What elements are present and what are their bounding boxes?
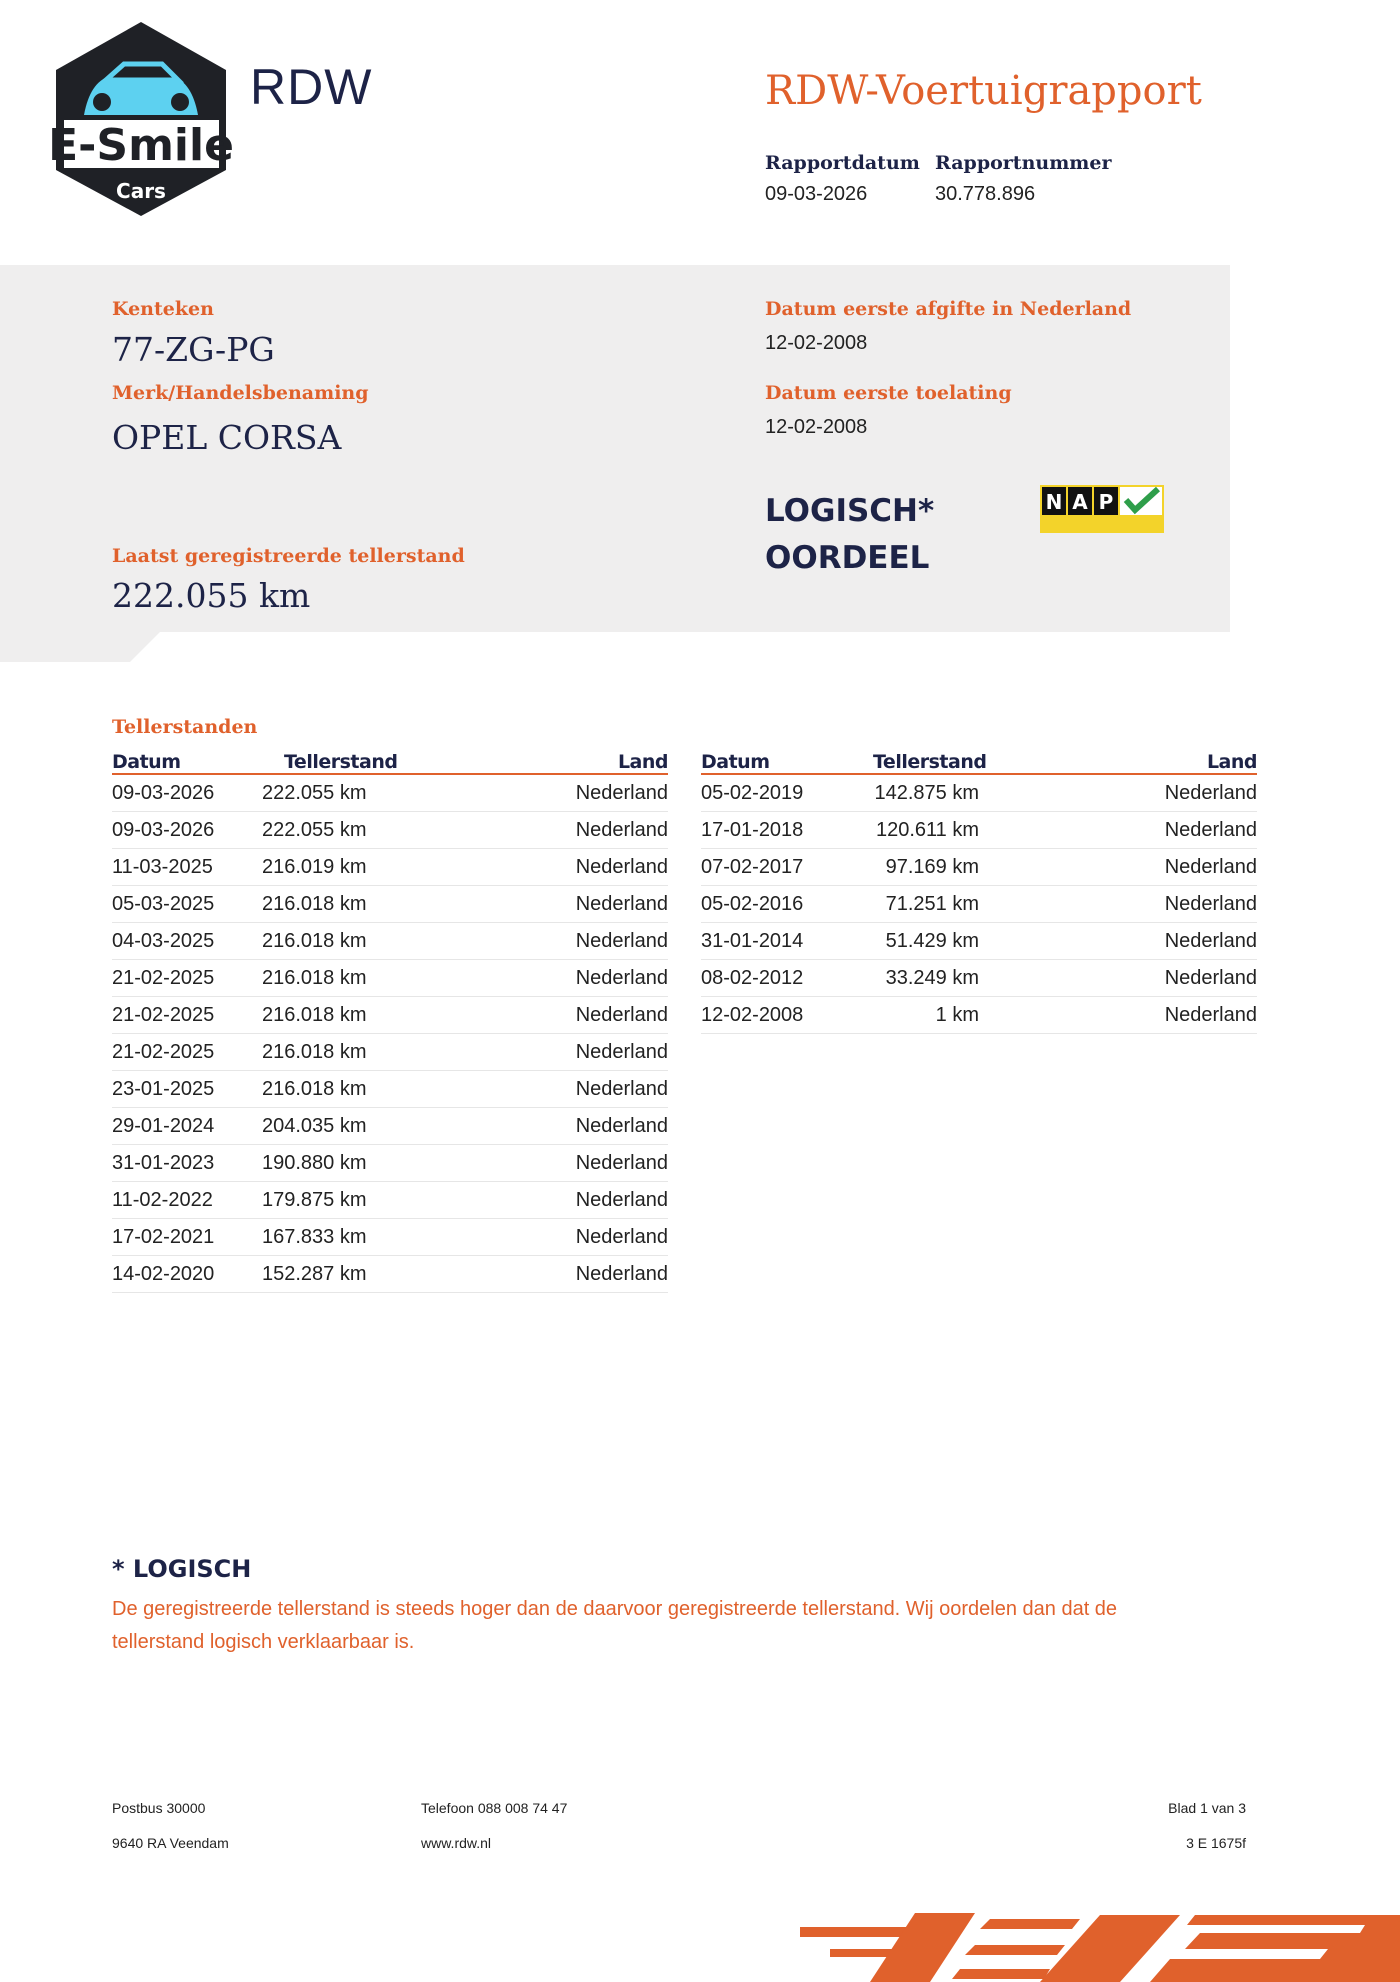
e-smile-cars-logo <box>44 20 238 218</box>
report-date: 09-03-2026 <box>765 183 868 205</box>
readings-table-right <box>701 748 1257 1034</box>
nap-badge-icon <box>1040 485 1164 533</box>
table-row <box>112 1256 668 1293</box>
reading-date: 21-02-2025 <box>112 1003 215 1026</box>
readings-title: Tellerstanden <box>112 716 258 738</box>
reading-date: 17-02-2021 <box>112 1225 215 1248</box>
reading-date: 21-02-2025 <box>112 1040 215 1063</box>
reading-country: Nederland <box>575 1114 668 1137</box>
reading-date: 31-01-2014 <box>701 929 804 952</box>
header-country: Land <box>1206 751 1257 773</box>
odometer-label: Laatst geregistreerde tellerstand <box>112 545 465 567</box>
first-admission-date: 12-02-2008 <box>765 416 868 438</box>
plate-label: Kenteken <box>112 298 214 320</box>
nap-letter-n: N <box>1045 490 1063 514</box>
table-row <box>701 849 1257 886</box>
reading-km: 216.018 km <box>262 1003 367 1026</box>
table-row <box>112 997 668 1034</box>
table-row <box>701 775 1257 812</box>
reading-date: 23-01-2025 <box>112 1077 215 1100</box>
reading-country: Nederland <box>575 892 668 915</box>
reading-km: 204.035 km <box>262 1114 367 1137</box>
reading-km: 51.429 km <box>885 929 979 952</box>
table-row <box>701 886 1257 923</box>
reading-country: Nederland <box>575 1151 668 1174</box>
nap-letter-a: A <box>1072 490 1088 514</box>
reading-country: Nederland <box>575 1003 668 1026</box>
table-row <box>112 886 668 923</box>
reading-km: 216.018 km <box>262 892 367 915</box>
footer-website[interactable]: www.rdw.nl <box>421 1835 492 1851</box>
reading-country: Nederland <box>575 855 668 878</box>
report-title: RDW-Voertuigrapport <box>765 68 1202 114</box>
reading-country: Nederland <box>1164 818 1257 841</box>
report-number: 30.778.896 <box>935 183 1036 205</box>
footnote-text: De geregistreerde tellerstand is steeds hoger dan de daarvoor geregistreerde tellerstand. Wij oordelen dan dat de tellerstand logisch verklaarbaar is. <box>112 1598 1118 1653</box>
rdw-stripes-graphic <box>800 1905 1400 1982</box>
reading-country: Nederland <box>575 1040 668 1063</box>
verdict-line-1: LOGISCH* <box>765 493 935 529</box>
reading-km: 152.287 km <box>262 1262 367 1285</box>
reading-date: 12-02-2008 <box>701 1003 804 1026</box>
reading-country: Nederland <box>575 818 668 841</box>
reading-country: Nederland <box>575 781 668 804</box>
first-nl-date: 12-02-2008 <box>765 332 868 354</box>
logo-subtext: Cars <box>116 179 166 203</box>
reading-country: Nederland <box>1164 966 1257 989</box>
header-km: Tellerstand <box>284 751 398 773</box>
rdw-wordmark: RDW <box>250 59 373 115</box>
reading-date: 05-03-2025 <box>112 892 215 915</box>
reading-date: 11-02-2022 <box>112 1188 213 1211</box>
header-date: Datum <box>112 751 181 773</box>
reading-km: 216.018 km <box>262 1040 367 1063</box>
reading-date: 07-02-2017 <box>701 855 804 878</box>
table-row <box>112 1182 668 1219</box>
reading-km: 97.169 km <box>885 855 979 878</box>
table-row <box>112 812 668 849</box>
first-nl-label: Datum eerste afgifte in Nederland <box>765 298 1132 320</box>
reading-date: 05-02-2019 <box>701 781 804 804</box>
reading-km: 167.833 km <box>262 1225 367 1248</box>
reading-country: Nederland <box>1164 781 1257 804</box>
footnote-title: * LOGISCH <box>112 1555 252 1583</box>
reading-km: 222.055 km <box>262 781 367 804</box>
table-row <box>112 1145 668 1182</box>
reading-km: 179.875 km <box>262 1188 367 1211</box>
table-row <box>112 960 668 997</box>
nap-letter-p: P <box>1098 490 1114 514</box>
reading-date: 08-02-2012 <box>701 966 804 989</box>
header-country: Land <box>617 751 668 773</box>
license-plate: 77-ZG-PG <box>112 330 275 369</box>
footer-code: 3 E 1675f <box>1186 1835 1246 1851</box>
header-date: Datum <box>701 751 770 773</box>
reading-country: Nederland <box>575 1188 668 1211</box>
reading-date: 17-01-2018 <box>701 818 804 841</box>
reading-country: Nederland <box>1164 1003 1257 1026</box>
footer-address-1: Postbus 30000 <box>112 1800 206 1816</box>
reading-country: Nederland <box>575 1077 668 1100</box>
table-row <box>112 849 668 886</box>
table-header <box>701 748 1257 775</box>
reading-km: 142.875 km <box>874 781 979 804</box>
reading-country: Nederland <box>575 1225 668 1248</box>
reading-km: 120.611 km <box>875 818 979 841</box>
readings-table-left <box>112 748 668 1293</box>
table-row <box>112 775 668 812</box>
table-header <box>112 748 668 775</box>
reading-country: Nederland <box>575 929 668 952</box>
table-row <box>701 923 1257 960</box>
header-km: Tellerstand <box>873 751 987 773</box>
reading-country: Nederland <box>575 966 668 989</box>
table-row <box>112 1219 668 1256</box>
reading-date: 05-02-2016 <box>701 892 804 915</box>
table-row <box>112 923 668 960</box>
table-row <box>701 812 1257 849</box>
reading-km: 216.019 km <box>262 855 367 878</box>
report-date-label: Rapportdatum <box>765 152 920 174</box>
reading-country: Nederland <box>1164 929 1257 952</box>
reading-date: 14-02-2020 <box>112 1262 215 1285</box>
table-row <box>112 1071 668 1108</box>
reading-km: 216.018 km <box>262 966 367 989</box>
reading-date: 31-01-2023 <box>112 1151 215 1174</box>
footer-phone: Telefoon 088 008 74 47 <box>421 1800 568 1816</box>
reading-country: Nederland <box>1164 855 1257 878</box>
odometer-value: 222.055 km <box>112 576 311 615</box>
verdict-line-2: OORDEEL <box>765 540 930 576</box>
reading-km: 71.251 km <box>885 892 979 915</box>
reading-date: 21-02-2025 <box>112 966 215 989</box>
table-row <box>112 1034 668 1071</box>
table-row <box>701 960 1257 997</box>
reading-country: Nederland <box>575 1262 668 1285</box>
reading-date: 09-03-2026 <box>112 781 215 804</box>
table-row <box>112 1108 668 1145</box>
logo-text: E-Smile <box>48 120 234 171</box>
reading-km: 1 km <box>935 1003 979 1026</box>
reading-km: 216.018 km <box>262 929 367 952</box>
reading-country: Nederland <box>1164 892 1257 915</box>
reading-km: 33.249 km <box>885 966 979 989</box>
reading-date: 04-03-2025 <box>112 929 215 952</box>
report-number-label: Rapportnummer <box>935 152 1112 174</box>
vehicle-make: OPEL CORSA <box>112 418 342 457</box>
reading-date: 11-03-2025 <box>112 855 213 878</box>
reading-date: 29-01-2024 <box>112 1114 215 1137</box>
footer-page: Blad 1 van 3 <box>1168 1800 1246 1816</box>
reading-km: 216.018 km <box>262 1077 367 1100</box>
reading-date: 09-03-2026 <box>112 818 215 841</box>
reading-km: 190.880 km <box>262 1151 367 1174</box>
footer-address-2: 9640 RA Veendam <box>112 1835 229 1851</box>
reading-km: 222.055 km <box>262 818 367 841</box>
make-label: Merk/Handelsbenaming <box>112 382 369 404</box>
first-admission-label: Datum eerste toelating <box>765 382 1012 404</box>
table-row <box>701 997 1257 1034</box>
